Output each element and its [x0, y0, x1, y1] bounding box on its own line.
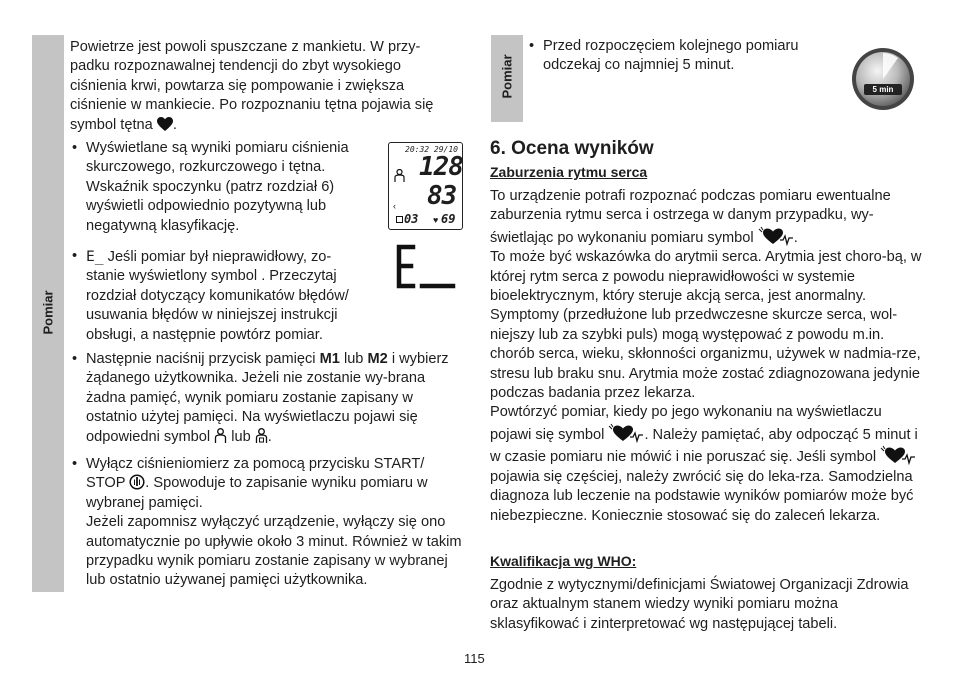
right-section-tab — [491, 35, 523, 122]
lcd-datetime: 20:32 29/10 — [405, 145, 458, 154]
user1-icon — [214, 428, 227, 444]
arrhythmia-paragraph-2: To może być wskazówka do arytmii serca. Arytmia jest choro-bą, w której rytm serca z powodu nieprawidłowości w systemie bioelektrycznym, który steruje akcją serca, jest anormalny. Symptomy (przedłużone lub przedwczesne skurcze serca, wol-niejszy lub za szybki puls) mogą występować z powodu m.in. chorób serca, wieku, skłonności organizmu, używek w nadmia-rze, stresu lub braku snu. Arytmia może zostać zdiagnozowana jedynie podczas badania przez lekarza. — [490, 249, 922, 402]
arrhythmia-icon — [608, 423, 644, 443]
bullet-dot: • — [72, 456, 78, 472]
bullet-dot: • — [72, 140, 78, 156]
lcd-systolic: 128 — [419, 152, 463, 182]
arrhythmia-paragraph-1: To urządzenie potrafi rozpoznać podczas pomiaru ewentualne zaburzenia rytmu serca i ostrzega w danym przypadku, wy-świetlając po wykonaniu pomiaru symbol . — [490, 188, 891, 246]
bullet-power-off: • Wyłącz ciśnieniomierz za pomocą przycisku START/ STOP . Spowoduje to zapisanie wyniku pomiaru w wybranej pamięci. Jeżeli zapomnisz wyłączyć urządzenie, wyłączy się ono automatycznie po upływie około 3 minut. Również w takim przypadku wynik pomiaru zostanie zapisany w wybranej lub ostatnio używanej pamięci użytkownika. — [70, 455, 465, 591]
m1-button-label: M1 — [319, 351, 340, 367]
bullet-memory: • Następnie naciśnij przycisk pamięci M1 lub M2 i wybierz żądanego użytkownika. Jeżeli nie zostanie wy-brana żadna pamięć, wynik pomiaru zostanie zapisany w ostatnio użytej pamięci. Na wyświetlaczu pojawi się odpowiedni symbol lub . — [72, 351, 449, 445]
bullet-dot: • — [72, 248, 78, 264]
right-section-tab-label: Pomiar — [499, 54, 515, 99]
heart-icon — [157, 117, 173, 132]
bullet-results: • Wyświetlane są wyniki pomiaru ciśnienia skurczowego, rozkurczowego i tętna. Wskaźnik spoczynku (patrz rozdział 6) wyświetli odpowiednio pozytywną lub negatywną klasyfikację. — [72, 140, 349, 234]
user-icon — [394, 169, 405, 183]
bullet-dot: • — [72, 351, 78, 367]
bullet-error: • E_ Jeśli pomiar był nieprawidłowy, zo-stanie wyświetlony symbol . Przeczytaj rozdział dotyczący komunikatów błędów/ usuwania błędów w niniejszej instrukcji obsługi, a następnie powtórz pomiar. — [72, 248, 349, 343]
intro-paragraph: Powietrze jest powoli spuszczane z mankietu. W przy-padku rozpoznawalnej tendencji do zbyt wysokiego ciśnienia krwi, powtarza się pompowanie i zwiększa ciśnienie w mankiecie. Po rozpoznaniu tętna pojawia się symbol tętna . — [70, 39, 434, 133]
timer-label: 5 min — [872, 85, 894, 94]
lcd-heart-icon: ♥ — [433, 215, 439, 225]
lcd-display — [388, 142, 463, 230]
timer-5min-icon — [850, 46, 916, 112]
error-code-inline: E_ — [86, 248, 104, 265]
subheading-arrhythmia: Zaburzenia rytmu serca — [490, 164, 648, 180]
subheading-who: Kwalifikacja wg WHO: — [490, 553, 637, 569]
section-heading: 6. Ocena wyników — [490, 138, 654, 159]
user2-icon — [255, 428, 268, 444]
bullet-wait: • Przed rozpoczęciem kolejnego pomiaru odczekaj co najmniej 5 minut. — [529, 38, 799, 74]
page-number: 115 — [464, 651, 485, 666]
error-code-display — [395, 244, 457, 289]
arrhythmia-icon — [758, 226, 794, 246]
bullet-dot: • — [529, 38, 535, 54]
lcd-diastolic: 83 — [427, 181, 457, 211]
left-section-tab — [32, 35, 64, 592]
who-paragraph: Zgodnie z wytycznymi/definicjami Światowej Organizacji Zdrowia oraz aktualnym stanem wiedzy wyniki pomiaru można sklasyfikować i zinterpretować wg następującej tabeli. — [490, 577, 909, 632]
lcd-memory-number: 03 — [404, 212, 419, 226]
arrhythmia-text — [490, 187, 922, 526]
lcd-pulse: 69 — [441, 212, 456, 226]
left-column — [70, 38, 462, 135]
memory-icon — [396, 216, 403, 223]
power-icon — [129, 474, 145, 490]
m2-button-label: M2 — [367, 351, 388, 367]
arrow-left-icon: ‹ — [393, 201, 396, 211]
auto-off-note: Jeżeli zapomnisz wyłączyć urządzenie, wyłączy się ono automatycznie po upływie około 3 minut. Również w takim przypadku wynik pomiaru zostanie zapisany w wybranej lub ostatnio używanej pamięci użytkownika. — [86, 514, 462, 589]
arrhythmia-icon — [880, 445, 916, 465]
arrhythmia-paragraph-3: Powtórzyć pomiar, kiedy po jego wykonaniu na wyświetlaczu pojawi się symbol . Należy pamiętać, aby odpocząć 5 minut i w czasie pomiaru nie mówić i nie poruszać się. Jeśli symbol pojawia się częściej, należy zwrócić się do leka-rza. Samodzielna diagnoza lub leczenie na podstawie wyników pomiarów może być niebezpieczne. Koniecznie stosować się do zaleceń lekarza. — [490, 404, 918, 524]
left-section-tab-label: Pomiar — [40, 290, 56, 335]
